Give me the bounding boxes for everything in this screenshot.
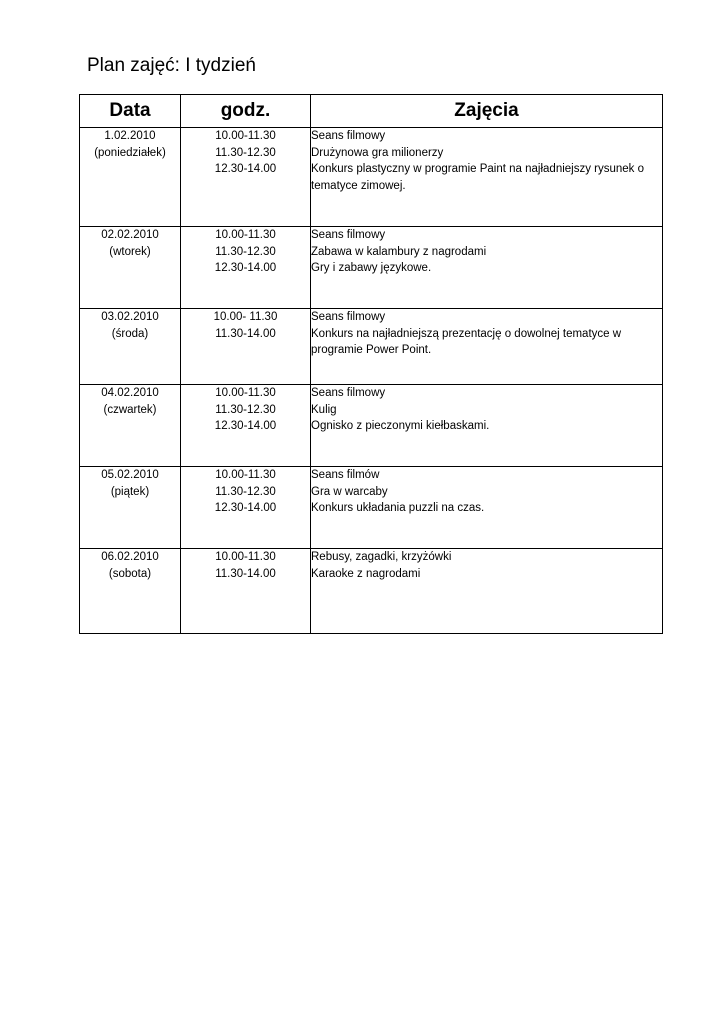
page-title: Plan zajęć: I tydzień — [87, 55, 256, 76]
table-row — [80, 227, 663, 309]
time-slot: 12.30-14.00 — [214, 502, 277, 514]
time-cell — [181, 385, 311, 467]
date-cell — [80, 227, 181, 309]
time-slot: 11.30-14.00 — [215, 327, 276, 340]
date-cell — [80, 467, 181, 549]
time-slot: 11.30-12.30 — [215, 403, 276, 416]
activity-item: Seans filmowy — [311, 229, 386, 241]
activities-cell — [311, 309, 663, 385]
time-cell — [181, 549, 311, 634]
activity-item: Gra w warcaby — [311, 485, 388, 498]
date-text: 05.02.2010 — [101, 469, 159, 481]
table-row — [80, 309, 663, 385]
activity-item: Konkurs plastyczny w programie Paint na najładniejszy rysunek o tematyce zimowej. — [311, 163, 645, 192]
time-slot: 11.30-14.00 — [215, 567, 276, 580]
time-slot: 10.00-11.30 — [215, 469, 276, 481]
schedule-table — [79, 94, 663, 634]
date-text: 02.02.2010 — [101, 229, 159, 241]
header-time: godz. — [181, 95, 311, 128]
header-date: Data — [80, 95, 181, 128]
activity-item: Drużynowa gra milionerzy — [311, 146, 444, 159]
table-row — [80, 549, 663, 634]
activity-item: Kulig — [311, 403, 337, 416]
date-cell — [80, 128, 181, 227]
activity-item: Gry i zabawy językowe. — [311, 262, 432, 274]
date-cell — [80, 309, 181, 385]
day-text: (czwartek) — [103, 403, 157, 416]
time-slot: 10.00- 11.30 — [213, 311, 278, 323]
time-slot: 10.00-11.30 — [215, 130, 276, 142]
date-text: 1.02.2010 — [104, 130, 156, 142]
activity-item: Seans filmowy — [311, 387, 386, 399]
day-text: (środa) — [111, 327, 149, 340]
table-row — [80, 467, 663, 549]
table-header-row — [80, 95, 663, 128]
activity-item: Seans filmowy — [311, 130, 386, 142]
day-text: (sobota) — [108, 567, 152, 580]
time-slot: 12.30-14.00 — [214, 420, 277, 432]
activity-item: Seans filmowy — [311, 311, 386, 323]
time-slot: 10.00-11.30 — [215, 229, 276, 241]
date-cell — [80, 549, 181, 634]
time-cell — [181, 128, 311, 227]
activities-cell — [311, 227, 663, 309]
date-text: 06.02.2010 — [101, 551, 159, 563]
time-slot: 10.00-11.30 — [215, 387, 276, 399]
table-row — [80, 385, 663, 467]
time-slot: 11.30-12.30 — [215, 146, 276, 159]
activity-item: Rebusy, zagadki, krzyżówki — [311, 551, 452, 563]
activity-item: Seans filmów — [311, 469, 380, 481]
activity-item: Ognisko z pieczonymi kiełbaskami. — [311, 420, 490, 432]
date-cell — [80, 385, 181, 467]
activity-item: Karaoke z nagrodami — [311, 567, 421, 580]
day-text: (piątek) — [110, 485, 150, 498]
time-cell — [181, 227, 311, 309]
date-text: 04.02.2010 — [101, 387, 159, 399]
activities-cell — [311, 385, 663, 467]
time-cell — [181, 467, 311, 549]
activity-item: Konkurs na najładniejszą prezentację o dowolnej tematyce w programie Power Point. — [311, 327, 622, 356]
header-activities: Zajęcia — [311, 95, 663, 128]
time-slot: 11.30-12.30 — [215, 245, 276, 258]
day-text: (wtorek) — [109, 245, 151, 258]
activities-cell — [311, 467, 663, 549]
activities-cell — [311, 128, 663, 227]
table-row — [80, 128, 663, 227]
time-slot: 12.30-14.00 — [214, 262, 277, 274]
date-text: 03.02.2010 — [101, 311, 159, 323]
time-slot: 11.30-12.30 — [215, 485, 276, 498]
time-cell — [181, 309, 311, 385]
activity-item: Zabawa w kalambury z nagrodami — [311, 245, 487, 258]
time-slot: 10.00-11.30 — [215, 551, 276, 563]
activities-cell — [311, 549, 663, 634]
time-slot: 12.30-14.00 — [214, 163, 277, 175]
day-text: (poniedziałek) — [94, 146, 166, 159]
activity-item: Konkurs układania puzzli na czas. — [311, 502, 485, 514]
